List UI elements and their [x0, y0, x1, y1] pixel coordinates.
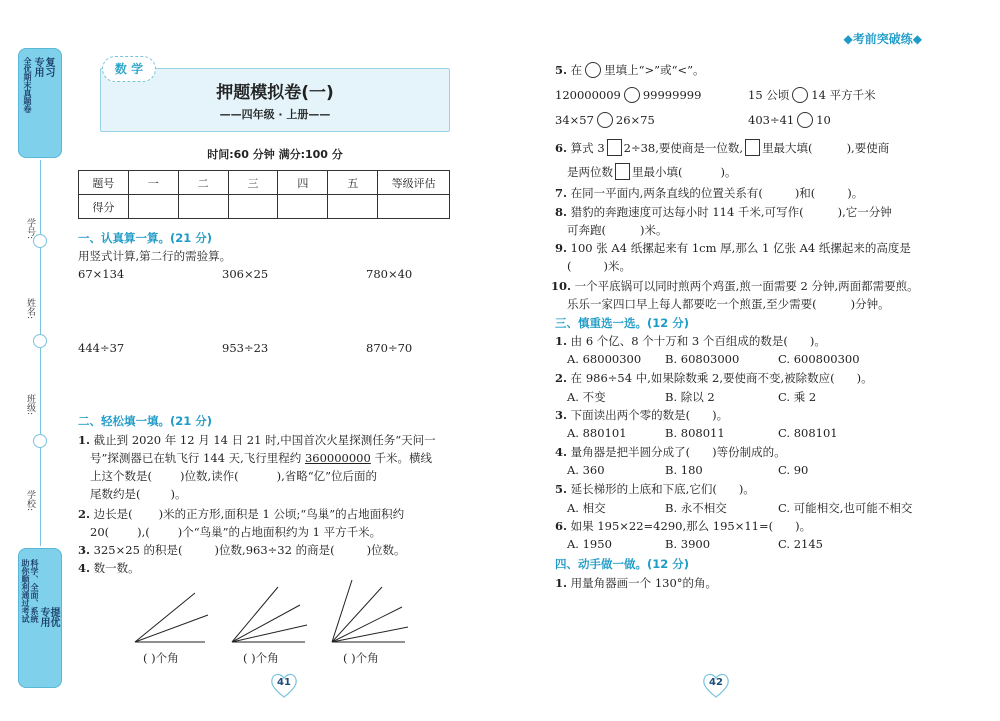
question-line — [555, 185, 863, 201]
question-number: 5. — [555, 482, 568, 496]
choice-option[interactable]: B. 180 — [665, 463, 703, 477]
table-row — [79, 195, 450, 219]
choice-option[interactable]: C. 2145 — [778, 537, 823, 551]
question-text: 边长是( — [93, 507, 133, 521]
strip-bottom-title: 提优 — [48, 607, 59, 627]
angle-figure-3 — [332, 580, 408, 642]
choice-option[interactable]: B. 808011 — [665, 426, 725, 440]
score-cell[interactable] — [178, 195, 228, 219]
question-text: 如果 195×22=4290,那么 195×11=( — [570, 519, 774, 533]
section-heading: 二、轻松填一填。(21 分) — [78, 414, 213, 428]
question-text: )米。 — [603, 259, 631, 273]
school-label: 学校: — [25, 490, 35, 512]
question-text: )。 — [847, 186, 864, 200]
question-number: 2. — [78, 507, 91, 521]
question-text: 里最小填( — [632, 165, 683, 179]
question-text: ),它一分钟 — [837, 205, 892, 219]
question-line — [555, 139, 889, 156]
strip-bottom-title2: 专用 — [38, 607, 49, 627]
page-title: 押题模拟卷(一) — [216, 83, 334, 103]
compare-right: 10 — [816, 113, 831, 127]
question-text: 2÷38,要使商是一位数, — [623, 141, 744, 155]
choice-option[interactable]: A. 880101 — [567, 426, 627, 440]
binding-hole — [33, 334, 47, 348]
question-text: )等份制成的。 — [712, 445, 786, 459]
compare-left: 34×57 — [555, 113, 594, 127]
question-line — [90, 486, 187, 502]
calc-problem: 444÷37 — [78, 341, 125, 355]
calc-problem: 953÷23 — [222, 341, 269, 355]
section-heading: 一、认真算一算。(21 分) — [78, 231, 213, 245]
table-header-cell: 题号 — [79, 171, 129, 195]
compare-circle[interactable] — [624, 87, 640, 103]
student-name-label: 姓名: — [25, 298, 35, 320]
section-heading: 四、动手做一做。(12 分) — [555, 557, 690, 571]
question-text: )。 — [856, 371, 873, 385]
question-number: 6. — [555, 141, 568, 155]
question-text: 20( — [90, 525, 110, 539]
question-number: 9. — [555, 241, 568, 255]
compare-right: 99999999 — [642, 88, 702, 102]
question-line — [555, 333, 826, 349]
digit-box[interactable] — [745, 139, 760, 156]
question-line — [567, 258, 631, 274]
table-header-cell: 三 — [228, 171, 278, 195]
question-text: 是两位数 — [567, 165, 613, 179]
binding-hole — [33, 434, 47, 448]
strip-top-slogan: 全优期末真题卷 — [23, 57, 33, 113]
question-number: 8. — [555, 205, 568, 219]
question-number: 3. — [78, 543, 91, 557]
question-line — [551, 278, 919, 294]
student-id-label: 学号: — [25, 218, 35, 240]
strip-top-title: 复习 — [43, 57, 54, 77]
question-text: 可奔跑( — [567, 223, 606, 237]
angle-diagrams — [120, 575, 420, 650]
strip-bottom-slogan2: 助你顺利通过考试 — [21, 559, 31, 623]
question-line — [555, 370, 873, 386]
exam-time-score: 时间:60 分钟 满分:100 分 — [207, 148, 343, 161]
choice-option[interactable]: B. 除以 2 — [665, 390, 715, 404]
choice-option[interactable]: C. 808101 — [778, 426, 838, 440]
angle-count-label: ( )个角 — [343, 651, 379, 665]
page-number: 42 — [709, 677, 723, 688]
question-number: 1. — [78, 433, 91, 447]
choice-option[interactable]: A. 360 — [567, 463, 605, 477]
question-number: 6. — [555, 519, 568, 533]
table-header-cell: 一 — [128, 171, 178, 195]
question-text: 由 6 个亿、8 个十万和 3 个百组成的数是( — [570, 334, 788, 348]
table-header-cell: 等级评估 — [378, 171, 450, 195]
choice-option[interactable]: B. 60803000 — [665, 352, 740, 366]
question-text: 在同一平面内,两条直线的位置关系有( — [570, 186, 763, 200]
choice-option[interactable]: B. 3900 — [665, 537, 711, 551]
digit-box[interactable] — [607, 139, 622, 156]
question-text: )位数,读作( — [180, 469, 239, 483]
question-text: )米的正方形,面积是 1 公顷;“鸟巢”的占地面积约 — [158, 507, 405, 521]
question-text: )。 — [809, 334, 826, 348]
question-line — [555, 407, 728, 423]
question-text: 里最大填( — [762, 141, 813, 155]
section-heading: 三、慎重选一选。(12 分) — [555, 316, 690, 330]
question-number: 1. — [555, 576, 568, 590]
question-text: )位数。 — [366, 543, 406, 557]
question-line — [567, 222, 668, 238]
angle-count-label: ( )个角 — [243, 651, 279, 665]
question-text: )。 — [738, 482, 755, 496]
score-table — [78, 170, 450, 219]
choice-option[interactable]: A. 1950 — [567, 537, 612, 551]
calc-problem: 870÷70 — [366, 341, 413, 355]
angle-figure-2 — [232, 587, 307, 642]
question-text: )。 — [720, 165, 737, 179]
compare-circle[interactable] — [792, 87, 808, 103]
question-text: 325×25 的积是( — [93, 543, 183, 557]
calc-problem: 67×134 — [78, 267, 125, 281]
question-text: 一个平底锅可以同时煎两个鸡蛋,煎一面需要 2 分钟,两面都需要煎。 — [574, 279, 919, 293]
question-text: ),( — [137, 525, 150, 539]
question-text: ),要使商 — [846, 141, 890, 155]
question-line — [555, 62, 704, 78]
question-text: 乐乐一家四口早上每人都要吃一个煎蛋,至少需要( — [567, 297, 817, 311]
question-number: 1. — [555, 334, 568, 348]
calc-problem: 780×40 — [366, 267, 413, 281]
score-cell[interactable] — [278, 195, 328, 219]
question-text: 猎豹的奔跑速度可达每小时 114 千米,可写作( — [570, 205, 804, 219]
angle-count-label: ( )个角 — [143, 651, 179, 665]
calc-problem: 306×25 — [222, 267, 269, 281]
question-text: ( — [567, 259, 572, 273]
compare-left: 15 公顷 — [748, 88, 790, 102]
question-line — [555, 575, 717, 591]
question-text: ),省略“亿”位后面的 — [276, 469, 378, 483]
choice-option[interactable]: C. 600800300 — [778, 352, 860, 366]
question-text: )个“鸟巢”的占地面积约为 1 平方千米。 — [177, 525, 382, 539]
question-line — [555, 240, 911, 256]
question-text: 数一数。 — [93, 561, 140, 575]
table-header-cell: 四 — [278, 171, 328, 195]
question-number: 3. — [555, 408, 568, 422]
question-text: 尾数约是( — [90, 487, 141, 501]
compare-left: 403÷41 — [748, 113, 795, 127]
question-line — [555, 518, 811, 534]
question-line — [90, 524, 381, 540]
angle-figure-1 — [135, 593, 208, 642]
question-text: 在 — [570, 63, 583, 77]
question-line — [567, 163, 737, 180]
choice-option[interactable]: A. 相交 — [567, 501, 606, 515]
strip-bottom-tab — [18, 548, 62, 688]
question-text: 延长梯形的上底和下底,它们( — [570, 482, 717, 496]
question-text: 千米。横线 — [370, 451, 432, 465]
question-line — [78, 432, 436, 448]
question-line — [78, 542, 406, 558]
compare-item — [748, 112, 831, 128]
subject-badge: 数 学 — [102, 56, 156, 82]
question-text: 里填上“>”或“<”。 — [604, 63, 705, 77]
score-cell[interactable] — [328, 195, 378, 219]
question-line — [555, 204, 892, 220]
table-header-cell: 二 — [178, 171, 228, 195]
instruction-text: 用竖式计算,第二行的需验算。 — [78, 249, 232, 263]
digit-box[interactable] — [615, 163, 630, 180]
question-text: )和( — [794, 186, 816, 200]
question-text: 量角器是把半圆分成了( — [570, 445, 691, 459]
question-number: 4. — [78, 561, 91, 575]
strip-bottom-slogan1: 科学、全面、系统 — [30, 559, 40, 623]
choice-option[interactable]: C. 乘 2 — [778, 390, 817, 404]
compare-item — [555, 112, 655, 128]
choice-option[interactable]: C. 90 — [778, 463, 809, 477]
question-line — [555, 444, 786, 460]
compare-item — [555, 87, 701, 103]
question-text: )。 — [712, 408, 729, 422]
compare-circle[interactable] — [585, 62, 601, 78]
choice-option[interactable]: A. 不变 — [567, 390, 606, 404]
question-text: )分钟。 — [850, 297, 890, 311]
question-text: 号”探测器已在轨飞行 144 天,飞行里程约 — [90, 451, 305, 465]
class-label: 班级: — [25, 394, 35, 416]
compare-left: 120000009 — [555, 88, 621, 102]
strip-divider-line — [40, 160, 41, 546]
question-line — [78, 560, 140, 576]
underlined-number: 360000000 — [304, 451, 371, 465]
question-number: 7. — [555, 186, 568, 200]
question-line — [567, 296, 890, 312]
question-text: 上这个数是( — [90, 469, 152, 483]
question-text: )位数,963÷32 的商是( — [214, 543, 335, 557]
corner-banner: ◆考前突破练◆ — [843, 32, 922, 46]
question-number: 2. — [555, 371, 568, 385]
strip-top-title2: 专用 — [32, 57, 43, 77]
question-line — [90, 468, 377, 484]
compare-right: 26×75 — [615, 113, 655, 127]
score-row-label: 得分 — [79, 195, 129, 219]
table-header-cell: 五 — [328, 171, 378, 195]
choice-option[interactable]: B. 永不相交 — [665, 501, 727, 515]
compare-item — [748, 87, 876, 103]
question-number: 5. — [555, 63, 568, 77]
question-text: 截止到 2020 年 12 月 14 日 21 时,中国首次火星探测任务“天问一 — [93, 433, 436, 447]
compare-right: 14 平方千米 — [811, 88, 876, 102]
question-text: 100 张 A4 纸摞起来有 1cm 厚,那么 1 亿张 A4 纸摞起来的高度是 — [570, 241, 911, 255]
question-text: )米。 — [640, 223, 668, 237]
compare-circle[interactable] — [797, 112, 813, 128]
binding-strip — [18, 48, 62, 688]
choice-option[interactable]: C. 可能相交,也可能不相交 — [778, 501, 913, 515]
question-number: 4. — [555, 445, 568, 459]
question-text: )。 — [170, 487, 187, 501]
question-line — [555, 481, 755, 497]
question-number: 10. — [551, 279, 572, 293]
question-text: 在 986÷54 中,如果除数乘 2,要使商不变,被除数应( — [570, 371, 835, 385]
compare-circle[interactable] — [597, 112, 613, 128]
question-text: 用量角器画一个 130°的角。 — [570, 576, 718, 590]
grade-subtitle: ——四年级 · 上册—— — [219, 108, 331, 121]
question-line — [90, 450, 432, 466]
question-line — [78, 506, 404, 522]
choice-option[interactable]: A. 68000300 — [567, 352, 642, 366]
score-cell[interactable] — [128, 195, 178, 219]
question-text: )。 — [795, 519, 812, 533]
page-number: 41 — [277, 677, 291, 688]
question-text: 算式 3 — [570, 141, 605, 155]
score-cell[interactable] — [228, 195, 278, 219]
table-row — [79, 171, 450, 195]
score-cell[interactable] — [378, 195, 450, 219]
question-text: 下面读出两个零的数是( — [570, 408, 691, 422]
strip-top-tab — [18, 48, 62, 158]
